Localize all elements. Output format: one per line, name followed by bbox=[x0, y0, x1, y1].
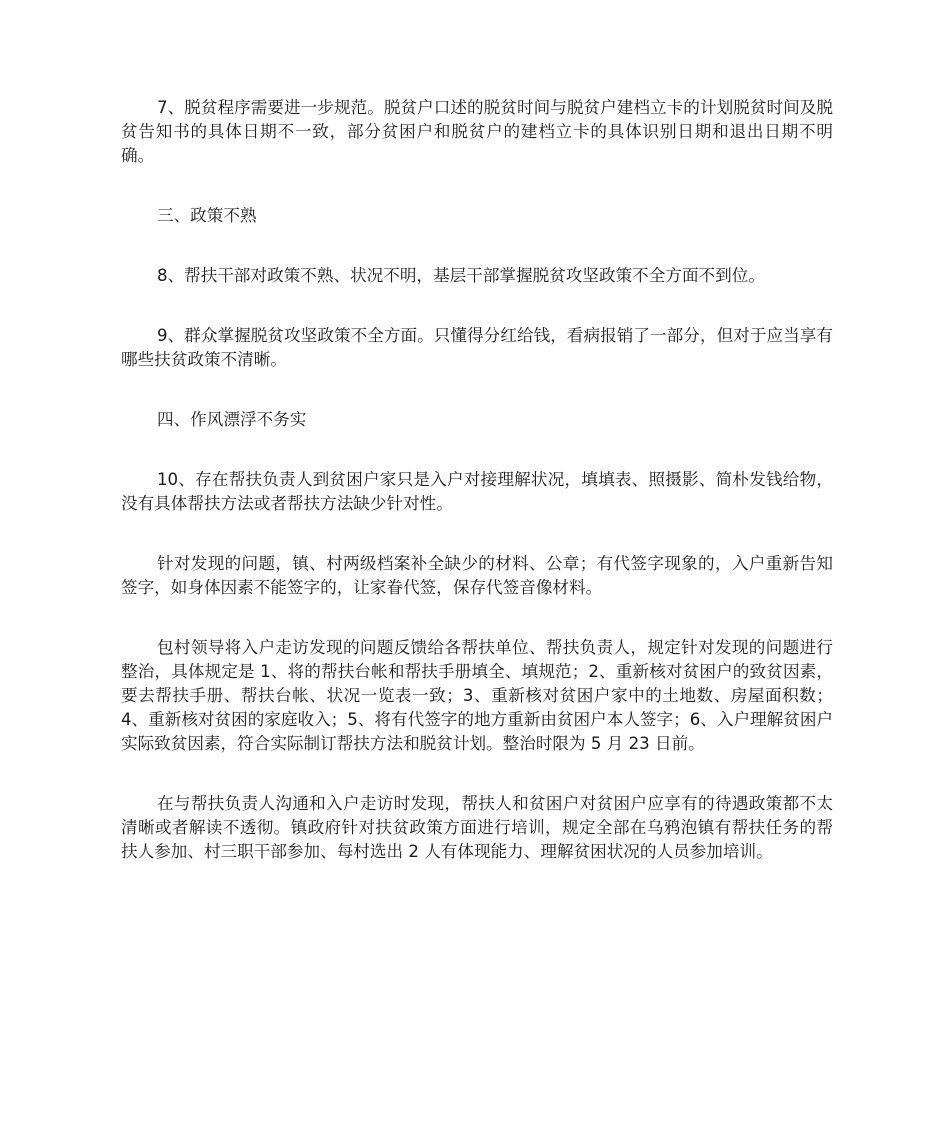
section-heading-work-style: 四、作风漂浮不务实 bbox=[157, 410, 307, 429]
paragraph-policy-training: 在与帮扶负责人沟通和入户走访时发现，帮扶人和贫困户对贫困户应享有的待遇政策都不太清晰或者解读不透彻。镇政府针对扶贫政策方面进行培训，规定全部在乌鸦泡镇有帮扶任务的帮扶人参加、村三职干部参加、每村选出 2 人有体现能力、理解贫困状况的人员参加培训。 bbox=[121, 794, 833, 861]
paragraph-item-10: 10、存在帮扶负责人到贫困户家只是入户对接理解状况，填填表、照摄影、简朴发钱给物，没有具体帮扶方法或者帮扶方法缺少针对性。 bbox=[121, 470, 833, 513]
paragraph-remediation-archives: 针对发现的问题，镇、村两级档案补全缺少的材料、公章；有代签字现象的，入户重新告知签字，如身体因素不能签字的，让家眷代签，保存代签音像材料。 bbox=[121, 554, 833, 597]
paragraph-item-8: 8、帮扶干部对政策不熟、状况不明，基层干部掌握脱贫攻坚政策不全方面不到位。 bbox=[157, 266, 765, 285]
section-heading-policy-unfamiliar: 三、政策不熟 bbox=[157, 206, 257, 225]
document-body bbox=[121, 96, 833, 900]
paragraph-remediation-requirements: 包村领导将入户走访发现的问题反馈给各帮扶单位、帮扶负责人，规定针对发现的问题进行整治，具体规定是 1、将的帮扶台帐和帮扶手册填全、填规范；2、重新核对贫困户的致贫因素，要去帮扶手册、帮扶台帐、状况一览表一致；3、重新核对贫困户家中的土地数、房屋面积数；4、重新核对贫困的家庭收入；5、将有代签字的地方重新由贫困户本人签字；6、入户理解贫困户实际致贫因素，符合实际制订帮扶方法和脱贫计划。整治时限为 5 月 23 日前。 bbox=[121, 638, 834, 753]
paragraph-item-9: 9、群众掌握脱贫攻坚政策不全方面。只懂得分红给钱，看病报销了一部分，但对于应当享有哪些扶贫政策不清晰。 bbox=[121, 326, 833, 369]
paragraph-item-7: 7、脱贫程序需要进一步规范。脱贫户口述的脱贫时间与脱贫户建档立卡的计划脱贫时间及脱贫告知书的具体日期不一致，部分贫困户和脱贫户的建档立卡的具体识别日期和退出日期不明确。 bbox=[121, 98, 833, 165]
